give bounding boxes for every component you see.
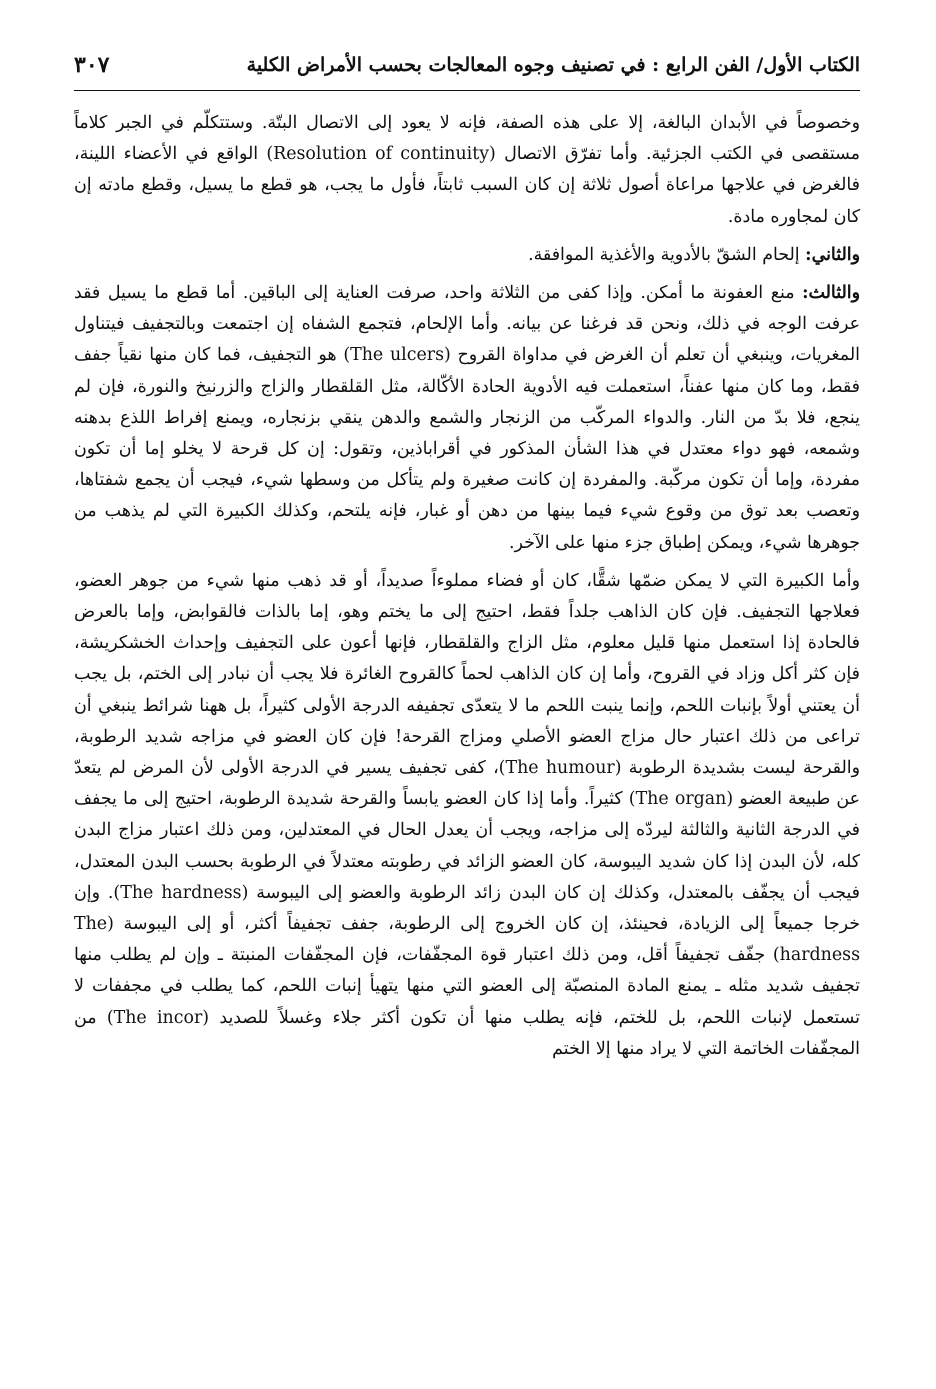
- paragraph: [74, 278, 860, 559]
- paragraph-text: وأما الكبيرة التي لا يمكن ضمّها شقًّا، كان أو فضاء مملوءاً صديداً، أو قد ذهب منها شيء من جوهر العضو، فعلاجها التجفيف. فإن كان الذاهب جلداً فقط، احتيج إلى ما يختم وهو، إما بالذات فالقوابض، وإما بالعرض فالحادة إذا استعمل منها قليل معلوم، مثل الزاج والقلقطار، فإنها أعون على التجفيف وإحداث الخشكريشة، فإن كثر أكل وزاد في القروح، وأما إن كان الذاهب لحماً كالقروح الغائرة فلا يجب أن نبادر إلى الختم، بل يجب أن يعتني أولاً بإنبات اللحم، وإنما ينبت اللحم ما لا يتعدّى تجفيفه الدرجة الأولى كثيراً، بل ههنا شرائط ينبغي أن تراعى من ذلك اعتبار حال مزاج العضو الأصلي ومزاج القرحة! فإن كان العضو في مزاجه شديد الرطوبة، والقرحة ليست بشديدة الرطوبة (The humour)، كفى تجفيف يسير في الدرجة الأولى لأن المرض لم يتعدّ عن طبيعة العضو (The organ) كثيراً. وأما إذا كان العضو يابساً والقرحة شديدة الرطوبة، احتيج إلى ما يجفف في الدرجة الثانية والثالثة ليردّه إلى مزاجه، ويجب أن يعدل الحال في المعتدلين، ومن ذلك اعتبار مزاج البدن كله، لأن البدن إذا كان شديد اليبوسة، كان العضو الزائد في رطوبته معتدلاً في الرطوبة بحسب البدن المعتدل، فيجب أن يجفّف بالمعتدل، وكذلك إن كان البدن زائد الرطوبة والعضو إلى اليبوسة (The hardness). وإن خرجا جميعاً إلى الزيادة، فحينئذ، إن كان الخروج إلى الرطوبة، جفف تجفيفاً أكثر، أو إلى اليبوسة (The hardness) جفّف تجفيفاً أقل، ومن ذلك اعتبار قوة المجفّفات، فإن المجفّفات المنبتة ـ وإن لم يطلب منها تجفيف شديد مثله ـ يمنع المادة المنصبّة إلى العضو التي منها يتهيأ إنبات اللحم، كما يطلب في مجففات لا تستعمل لإنبات اللحم، بل للختم، فإنه يطلب منها أن تكون أكثر جلاء وغسلاً للصديد (The incor) من المجفّفات الخاتمة التي لا يراد منها إلا الختم: [74, 570, 861, 1059]
- paragraph-label: والثاني:: [805, 244, 860, 265]
- paragraph: [74, 108, 860, 233]
- body-text: [74, 108, 860, 1065]
- header-rule: [74, 90, 860, 91]
- paragraph-text: إلحام الشقّ بالأدوية والأغذية الموافقة.: [528, 244, 806, 265]
- page-header: [74, 50, 860, 88]
- paragraph: [74, 240, 860, 271]
- paragraph-text: وخصوصاً في الأبدان البالغة، إلا على هذه الصفة، فإنه لا يعود إلى الاتصال البتّة. وستتكلّم في الجبر كلاماً مستقصى في الكتب الجزئية. وأما تفرّق الاتصال (Resolution of continuity) الواقع في الأعضاء اللينة، فالغرض في علاجها مراعاة أصول ثلاثة إن كان السبب ثابتاً، فأول ما يجب، هو قطع ما يسيل، وقطع مادته إن كان لمجاوره مادة.: [74, 113, 860, 227]
- page-number: ٣٠٧: [74, 52, 110, 78]
- paragraph: [74, 566, 860, 1065]
- paragraph-label: والثالث:: [802, 283, 860, 304]
- running-title: الكتاب الأول/ الفن الرابع : في تصنيف وجوه المعالجات بحسب الأمراض الكلية: [246, 54, 860, 76]
- paragraph-text: منع العفونة ما أمكن. وإذا كفى من الثلاثة واحد، صرفت العناية إلى الباقين. أما قطع ما يسيل فقد عرفت الوجه في ذلك، ونحن قد فرغنا عن بيانه. وأما الإلحام، فتجمع الشفاه إن اجتمعت وبالتجفيف فيتناول المغريات، وينبغي أن تعلم أن الغرض في مداواة القروح (The ulcers) هو التجفيف، فما كان منها نقياً جفف فقط، وما كان منها عفناً، استعملت فيه الأدوية الحادة الأكّالة، مثل القلقطار والزاج والزرنيخ والنورة، فإن لم ينجع، فلا بدّ من النار. والدواء المركّب من الزنجار والشمع والدهن ينقي بزنجاره، ويمنع إفراط اللذع بدهنه وشمعه، فهو دواء معتدل في هذا الشأن المذكور في أقراباذين، وتقول: إن كل قرحة لا يخلو إما أن تكون مفردة، وإما أن تكون مركّبة. والمفردة إن كانت صغيرة ولم يتأكل من وسطها شيء، فيجب أن يجمع شفتاها، وتعصب بعد توق من وقوع شيء فيما بينها من دهن أو غبار، فإنه يلتحم، وكذلك الكبيرة التي لم يذهب من جوهرها شيء، ويمكن إطباق جزء منها على الآخر.: [74, 283, 860, 553]
